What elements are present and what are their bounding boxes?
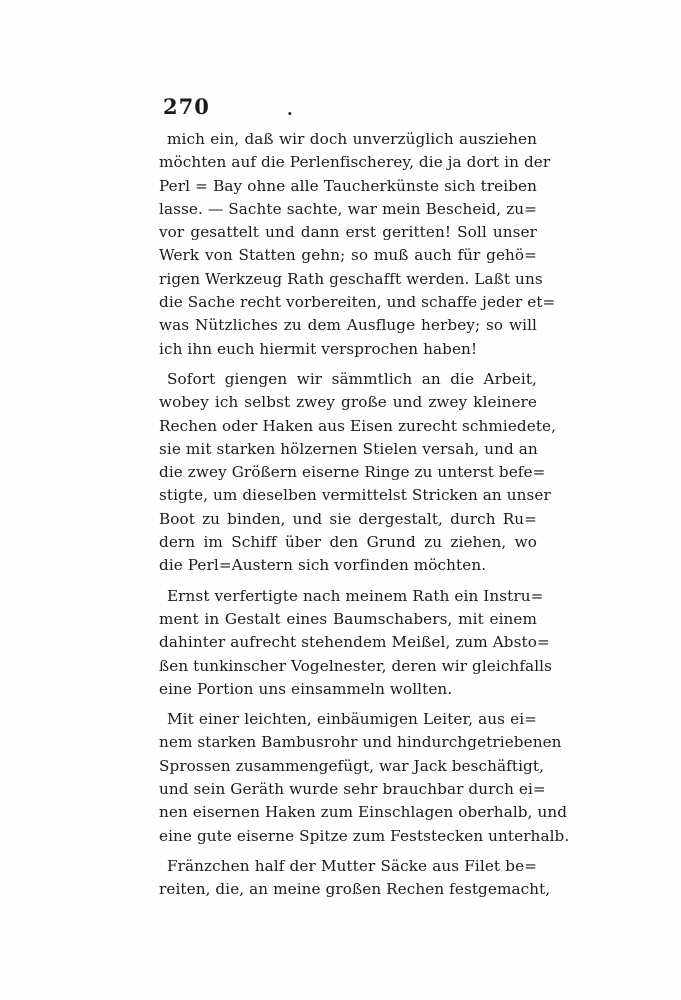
text-line: was Nützliches zu dem Ausfluge herbey; so will <box>159 316 537 335</box>
text-line: dahinter aufrecht stehendem Meißel, zum Absto= <box>159 633 550 652</box>
text-line: wobey ich selbst zwey große und zwey kleinere <box>159 393 537 412</box>
text-line: nen eisernen Haken zum Einschlagen oberhalb, und <box>159 803 568 822</box>
text-line: Boot zu binden, und sie dergestalt, durch Ru= <box>159 509 537 528</box>
paragraph <box>159 128 556 361</box>
paragraph <box>159 708 570 848</box>
text-line: reiten, die, an meine großen Rechen festgemacht, <box>159 880 551 899</box>
body-text <box>159 128 570 902</box>
text-line: Ernst verfertigte nach meinem Rath ein Instru= <box>167 586 544 605</box>
text-line: die zwey Größern eiserne Ringe zu unterst befe= <box>159 463 546 482</box>
text-block <box>159 88 570 909</box>
text-line: ich ihn euch hiermit versprochen haben! <box>159 339 478 358</box>
text-line: eine gute eiserne Spitze zum Feststecken unterhalb. <box>159 826 570 845</box>
header-dot: . <box>287 100 293 119</box>
text-line: Werk von Statten gehn; so muß auch für gehö= <box>159 246 537 265</box>
text-line: sie mit starken hölzernen Stielen versah, und an <box>159 439 538 458</box>
text-line: mich ein, daß wir doch unverzüglich ausziehen <box>167 130 537 148</box>
text-line: und sein Geräth wurde sehr brauchbar durch ei= <box>159 780 546 799</box>
text-line: eine Portion uns einsammeln wollten. <box>159 679 453 698</box>
text-line: dern im Schiff über den Grund zu ziehen, wo <box>159 533 537 552</box>
page-header <box>159 88 537 128</box>
paragraph <box>159 585 552 701</box>
text-line: ßen tunkinscher Vogelnester, deren wir gleichfalls <box>159 656 552 675</box>
text-line: Perl = Bay ohne alle Taucherkünste sich treiben <box>159 176 537 195</box>
paragraph <box>159 855 551 902</box>
text-line: Fränzchen half der Mutter Säcke aus Filet be= <box>167 856 537 875</box>
text-line: stigte, um dieselben vermittelst Stricken an unser <box>159 486 551 505</box>
text-line: möchten auf die Perlenfischerey, die ja dort in der <box>159 153 551 172</box>
text-line: Sofort giengen wir sämmtlich an die Arbeit, <box>167 369 537 388</box>
text-line: ment in Gestalt eines Baumschabers, mit einem <box>159 609 537 628</box>
paragraph <box>159 368 557 578</box>
text-line: die Sache recht vorbereiten, und schaffe jeder et= <box>159 293 556 312</box>
text-line: vor gesattelt und dann erst geritten! Soll unser <box>159 223 537 242</box>
page-number: 270 <box>163 94 210 119</box>
text-line: Rechen oder Haken aus Eisen zurecht schmiedete, <box>159 416 557 435</box>
text-line: lasse. — Sachte sachte, war mein Bescheid, zu= <box>159 199 537 218</box>
text-line: die Perl=Austern sich vorfinden möchten. <box>159 556 487 575</box>
text-line: nem starken Bambusrohr und hindurchgetriebenen <box>159 733 562 752</box>
text-line: rigen Werkzeug Rath geschafft werden. Laßt uns <box>159 269 543 288</box>
text-line: Mit einer leichten, einbäumigen Leiter, aus ei= <box>167 710 537 729</box>
text-line: Sprossen zusammengefügt, war Jack beschäftigt, <box>159 756 545 775</box>
